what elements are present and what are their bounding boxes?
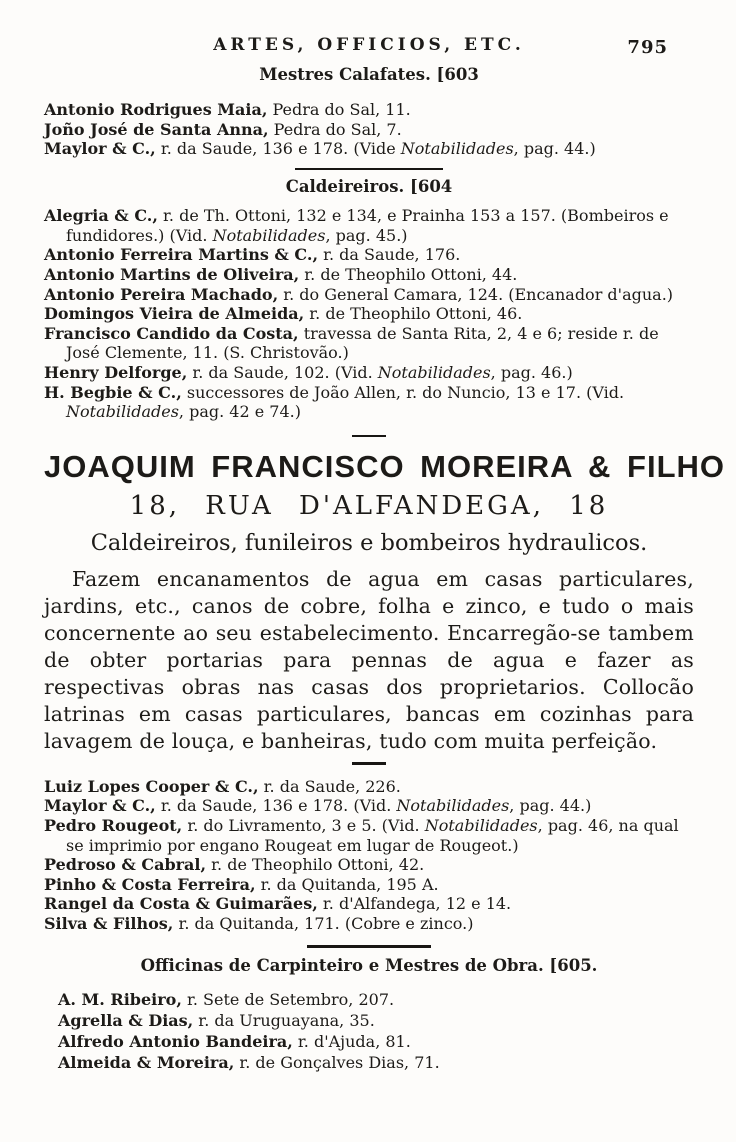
entry-address: r. de Theophilo Ottoni, 46. bbox=[304, 304, 523, 324]
entry-name: Luiz Lopes Cooper & C., bbox=[44, 776, 259, 796]
entry-name: Maylor & C., bbox=[44, 796, 156, 816]
directory-entry bbox=[58, 1031, 694, 1052]
directory-entry bbox=[58, 1010, 694, 1031]
directory-entry bbox=[44, 265, 694, 285]
entry-address: , pag. 46.) bbox=[490, 363, 573, 383]
entry-address: r. da Saude, 136 e 178. (Vide bbox=[155, 139, 401, 159]
ad-street-address: 18, RUA D'ALFANDEGA, 18 bbox=[129, 491, 609, 522]
entry-address: r. do Livramento, 3 e 5. (Vid. bbox=[182, 816, 425, 835]
running-header bbox=[44, 34, 694, 58]
entry-name: Almeida & Moreira, bbox=[58, 1052, 235, 1072]
directory-entry bbox=[44, 324, 694, 363]
entry-reference-italic: Notabilidades bbox=[396, 796, 510, 816]
entry-list-mestres-calafates bbox=[44, 100, 694, 159]
section-dash bbox=[352, 762, 386, 765]
entry-address: r. d'Ajuda, 81. bbox=[292, 1031, 411, 1051]
entry-name: Antonio Pereira Machado, bbox=[44, 284, 279, 304]
section-heading-officinas: Officinas de Carpinteiro e Mestres de Obra. [605. bbox=[140, 955, 598, 975]
entry-name: Agrella & Dias, bbox=[58, 1010, 194, 1030]
entry-name: Maylor & C., bbox=[44, 139, 156, 159]
entry-address: r. da Saude, 176. bbox=[318, 245, 461, 265]
section-heading-mestres-calafates: Mestres Calafates. [603 bbox=[259, 65, 479, 84]
entry-address: r. do General Camara, 124. (Encanador d'agua.) bbox=[278, 284, 674, 304]
directory-entry bbox=[44, 304, 694, 324]
entry-name: Henry Delforge, bbox=[44, 363, 188, 383]
section-dash bbox=[352, 435, 386, 438]
directory-entry bbox=[44, 816, 694, 855]
entry-address: , pag. 42 e 74.) bbox=[178, 402, 301, 422]
entry-address: r. da Uruguayana, 35. bbox=[193, 1010, 375, 1030]
directory-entry bbox=[44, 894, 694, 914]
entry-address: r. da Saude, 136 e 178. (Vid. bbox=[155, 796, 397, 816]
entry-name: Antonio Martins de Oliveira, bbox=[44, 265, 300, 285]
section-rule bbox=[295, 168, 443, 171]
directory-entry bbox=[44, 139, 694, 159]
entry-name: Francisco Candido da Costa, bbox=[44, 323, 299, 343]
entry-name: Rangel da Costa & Guimarães, bbox=[44, 894, 318, 914]
entry-name: Alegria & C., bbox=[44, 206, 158, 226]
entry-address: , pag. 46, na qual se imprimio por engano Rougeat em lugar de Rougeot.) bbox=[66, 816, 679, 855]
entry-reference-italic: Notabilidades bbox=[212, 225, 326, 245]
entry-name: Silva & Filhos, bbox=[44, 913, 174, 933]
page-number: 795 bbox=[627, 37, 668, 58]
entry-address: successores de João Allen, r. do Nuncio, 13 e 17. (Vid. bbox=[181, 382, 625, 402]
directory-entry bbox=[44, 100, 694, 120]
entry-reference-italic: Notabilidades bbox=[400, 139, 514, 159]
section-heading-caldeireiros: Caldeireiros. [604 bbox=[285, 177, 453, 197]
entry-name: H. Begbie & C., bbox=[44, 382, 182, 402]
entry-list-officinas bbox=[44, 989, 694, 1073]
entry-address: r. da Quitanda, 171. (Cobre e zinco.) bbox=[173, 913, 474, 933]
advertisement-block bbox=[44, 449, 726, 755]
entry-name: Antonio Ferreira Martins & C., bbox=[44, 245, 319, 265]
entry-name: Pedro Rougeot, bbox=[44, 816, 183, 835]
directory-entry bbox=[44, 245, 694, 265]
ad-trade-line: Caldeireiros, funileiros e bombeiros hydraulicos. bbox=[90, 530, 648, 557]
directory-entry bbox=[44, 383, 694, 422]
entry-address: r. da Quitanda, 195 A. bbox=[255, 874, 439, 894]
section-rule bbox=[307, 945, 431, 948]
entry-name: Pinho & Costa Ferreira, bbox=[44, 874, 256, 894]
entry-address: r. da Saude, 102. (Vid. bbox=[187, 363, 378, 383]
directory-entry bbox=[44, 285, 694, 305]
ad-company-name: JOAQUIM FRANCISCO MOREIRA & FILHO bbox=[44, 449, 726, 485]
directory-entry bbox=[44, 120, 694, 140]
entry-reference-italic: Notabilidades bbox=[66, 402, 179, 422]
entry-address: , pag. 45.) bbox=[325, 225, 408, 245]
entry-address: r. de Theophilo Ottoni, 44. bbox=[299, 265, 518, 285]
entry-address: r. de Gonçalves Dias, 71. bbox=[234, 1052, 440, 1072]
entry-name: Joño José de Santa Anna, bbox=[44, 119, 269, 139]
entry-address: r. de Theophilo Ottoni, 42. bbox=[206, 855, 425, 875]
ad-body-text: Fazem encanamentos de agua em casas particulares, jardins, etc., canos de cobre, folha e zinco, e tudo o mais concernente ao seu estabelecimento. Encarregão-se tambem de obter portarias para pennas de agua e fazer as respectivas obras nas casas dos proprietarios. Collocão latrinas em casas particulares, bancas em cozinhas para lavagem de louça, e banheiras, tudo com muita perfeição. bbox=[44, 567, 694, 754]
entry-list-caldeireiros bbox=[44, 206, 694, 422]
entry-address: , pag. 44.) bbox=[509, 796, 592, 816]
entry-address: , pag. 44.) bbox=[513, 139, 596, 159]
directory-entry bbox=[44, 855, 694, 875]
directory-entry bbox=[58, 1052, 694, 1073]
entry-name: Alfredo Antonio Bandeira, bbox=[58, 1031, 293, 1051]
entry-reference-italic: Notabilidades bbox=[377, 363, 491, 383]
directory-entry bbox=[44, 875, 694, 895]
entry-address: r. d'Alfandega, 12 e 14. bbox=[317, 894, 512, 914]
entry-name: Pedroso & Cabral, bbox=[44, 855, 207, 875]
page-header-title: ARTES, OFFICIOS, ETC. bbox=[213, 35, 525, 55]
entry-list-caldeireiros-continued bbox=[44, 777, 694, 934]
entry-name: A. M. Ribeiro, bbox=[58, 989, 182, 1009]
entry-address: r. Sete de Setembro, 207. bbox=[181, 989, 395, 1009]
entry-address: r. da Saude, 226. bbox=[258, 776, 401, 796]
entry-name: Antonio Rodrigues Maia, bbox=[44, 100, 268, 119]
directory-entry bbox=[44, 206, 694, 245]
entry-address: travessa de Santa Rita, 2, 4 e 6; reside r. de José Clemente, 11. (S. Christovão.) bbox=[66, 323, 659, 363]
directory-entry bbox=[44, 914, 694, 934]
directory-entry bbox=[44, 796, 694, 816]
entry-address: Pedra do Sal, 7. bbox=[268, 119, 402, 139]
entry-address: r. de Th. Ottoni, 132 e 134, e Prainha 153 a 157. (Bombeiros e fundidores.) (Vid. bbox=[66, 206, 669, 245]
directory-entry bbox=[44, 363, 694, 383]
directory-entry bbox=[44, 777, 694, 797]
directory-entry bbox=[58, 989, 694, 1010]
entry-address: Pedra do Sal, 11. bbox=[267, 100, 411, 119]
entry-reference-italic: Notabilidades bbox=[424, 816, 538, 835]
entry-name: Domingos Vieira de Almeida, bbox=[44, 304, 305, 324]
